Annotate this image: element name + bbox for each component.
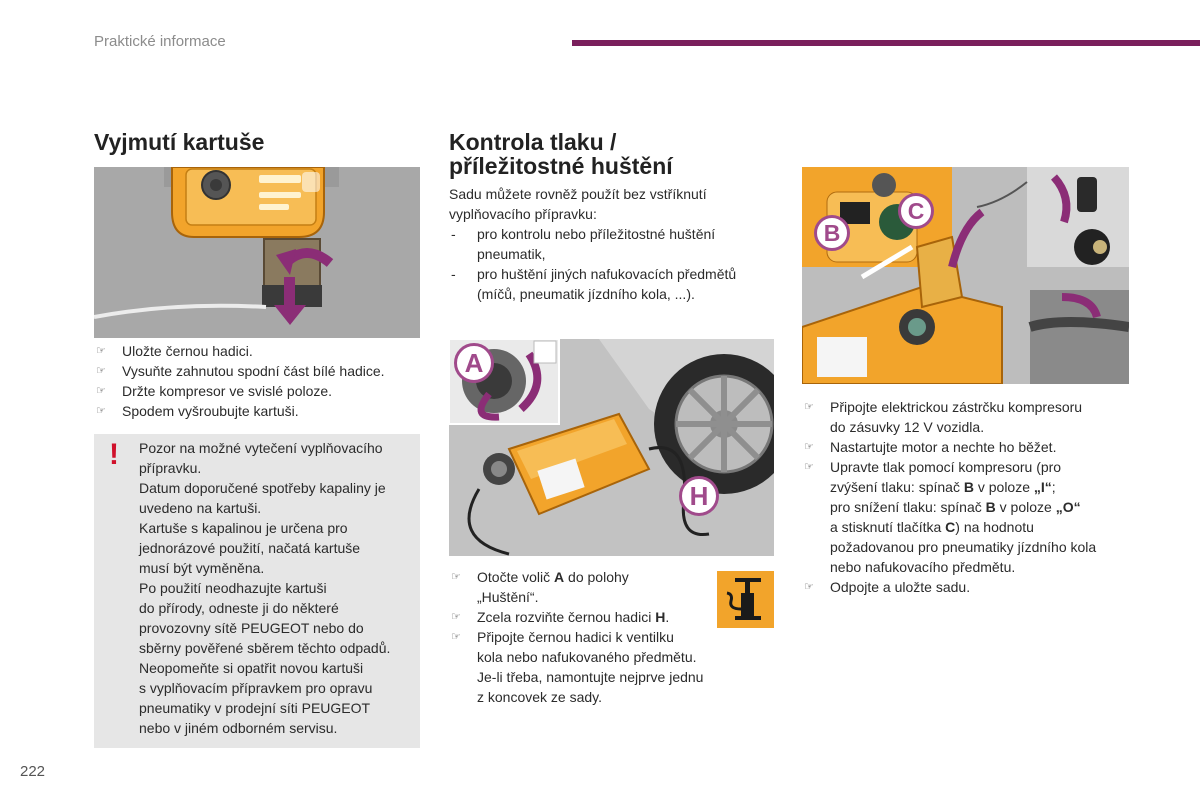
list-item: ☞ Spodem vyšroubujte kartuši.: [96, 403, 299, 419]
middle-heading: Kontrola tlaku / příležitostné huštění: [449, 129, 673, 179]
bullet-icon: ☞: [451, 631, 461, 643]
bullet-icon: ☞: [96, 405, 106, 417]
list-item: ☞ Připojte černou hadici k ventilku kola nebo nafukovaného předmětu. Je-li třeba, namontujte nejprve jednu z koncovek ze sady.: [451, 629, 704, 705]
bullet-icon: ☞: [96, 345, 106, 357]
bullet-icon: ☞: [96, 365, 106, 377]
list-item: ☞ Upravte tlak pomocí kompresoru (pro zvýšení tlaku: spínač B v poloze „I“; pro snížení tlaku: spínač B v poloze „O“ a stisknutí tlačítka C) na hodnotu požadovanou pro pneumatiky jízdního kola nebo nafukovacího předmětu.: [804, 459, 1097, 575]
list-item: ☞ Odpojte a uložte sadu.: [804, 579, 971, 595]
pump-icon: [717, 571, 774, 628]
intro-text: Sadu můžete rovněž použít bez vstříknutí vyplňovacího přípravku: - pro kontrolu nebo příležitostné huštění pneumatik, - pro huštění jiných nafukovacích předmětů (míčů, pneumatik jízdního kola, ...).: [449, 184, 779, 304]
header-accent-bar: [572, 40, 1200, 46]
list-item: ☞ Vysuňte zahnutou spodní část bílé hadice.: [96, 363, 385, 379]
bullet-icon: ☞: [804, 441, 814, 453]
left-heading: Vyjmutí kartuše: [94, 129, 265, 155]
list-item: ☞ Připojte elektrickou zástrčku kompresoru do zásuvky 12 V vozidla.: [804, 399, 1083, 435]
callout-label-h: H: [679, 476, 719, 516]
bullet-icon: ☞: [96, 385, 106, 397]
bullet-icon: ☞: [804, 461, 814, 473]
page-number: 222: [20, 763, 46, 780]
callout-label-c: C: [898, 193, 934, 229]
warning-text: Pozor na možné vytečení vyplňovacího přípravku. Datum doporučené spotřeby kapaliny je uvedeno na kartuši. Kartuše s kapalinou je určena pro jednorázové použití, načatá kartuše musí být vyměněna. Po použití neodhazujte kartuši do přírody, odneste ji do některé provozovny sítě PEUGEOT nebo do sběrny pověřené sběrem těchto odpadů. Neopomeňte si opatřit novou kartuši s vyplňovacím přípravkem pro opravu pneumatiky v prodejní síti PEUGEOT nebo v jiném odborném servisu.: [139, 440, 391, 736]
bullet-icon: ☞: [804, 401, 814, 413]
list-item: ☞ Uložte černou hadici.: [96, 343, 253, 359]
list-item: ☞ Držte kompresor ve svislé poloze.: [96, 383, 333, 399]
list-item: ☞ Zcela rozviňte černou hadici H.: [451, 609, 670, 625]
bullet-icon: ☞: [451, 611, 461, 623]
list-item: ☞ Nastartujte motor a nechte ho běžet.: [804, 439, 1057, 455]
cartridge-removal-illustration: [94, 167, 420, 338]
compressor-illustration: [449, 339, 774, 556]
callout-label-b: B: [814, 215, 850, 251]
compressor-connection-illustration: [802, 167, 1129, 384]
list-item: - pro huštění jiných nafukovacích předmětů (míčů, pneumatik jízdního kola, ...).: [451, 266, 737, 302]
callout-label-a: A: [454, 343, 494, 383]
warning-box: [94, 434, 420, 748]
list-item: ☞ Otočte volič A do polohy „Huštění“.: [451, 569, 629, 605]
warning-icon: !: [109, 438, 119, 471]
list-item: - pro kontrolu nebo příležitostné huštění pneumatik,: [451, 226, 716, 262]
bullet-icon: ☞: [451, 571, 461, 583]
section-title: Praktické informace: [94, 33, 226, 50]
bullet-icon: ☞: [804, 581, 814, 593]
